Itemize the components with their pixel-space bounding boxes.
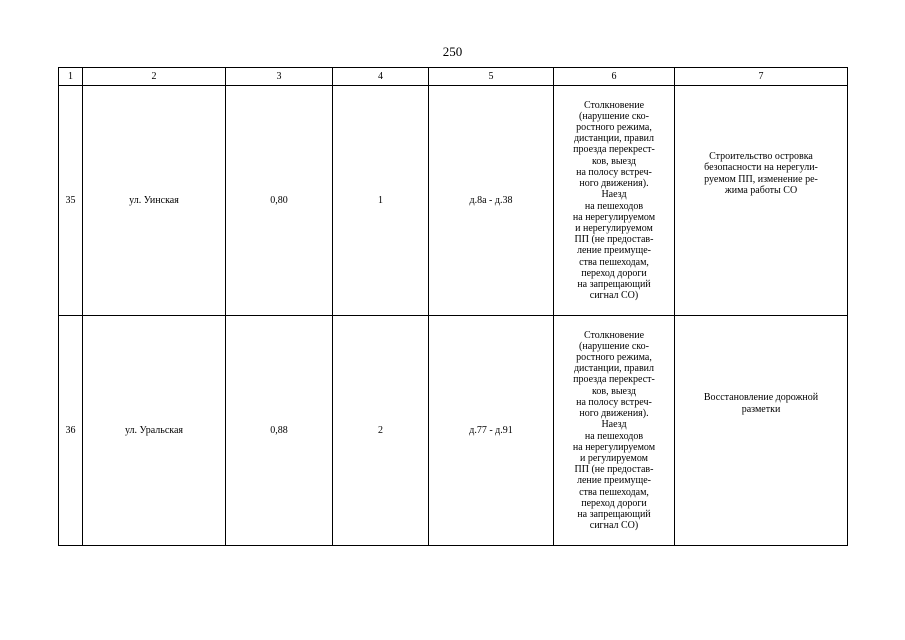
description-line: (нарушение ско- (579, 340, 649, 352)
accident-count: 2 (333, 316, 429, 546)
accident-count: 1 (333, 86, 429, 316)
header-cell-2: 2 (83, 68, 226, 86)
description-line: (нарушение ско- (579, 110, 649, 122)
description-line: ства пешеходам, (579, 486, 649, 498)
section-length: 0,88 (226, 316, 333, 546)
description-line: дистанции, правил (573, 133, 655, 145)
description-line: ление преимуще- (576, 245, 651, 257)
description-line: Столкновение (583, 99, 645, 111)
description-line: и нерегулируемом (575, 222, 653, 234)
description-line: на пешеходов (584, 430, 644, 442)
measure-line: разметки (741, 403, 781, 415)
description-line: ростного режима, (576, 352, 652, 364)
description-line: ление преимуще- (576, 475, 651, 487)
header-cell-7: 7 (675, 68, 848, 86)
row-number: 35 (59, 86, 83, 316)
accident-description (554, 86, 675, 316)
accident-table (58, 67, 848, 546)
description-line: переход дороги (581, 267, 647, 279)
description-line: ков, выезд (592, 155, 636, 167)
description-line: проезда перекрест- (573, 374, 655, 386)
description-line: переход дороги (581, 497, 647, 509)
description-line: ства пешеходам, (579, 256, 649, 268)
measure-line: жима работы СО (724, 184, 798, 196)
description-line: ростного режима, (576, 122, 652, 134)
accident-description (554, 316, 675, 546)
description-line: Наезд (601, 419, 627, 431)
street-name: ул. Уинская (83, 86, 226, 316)
description-line: на нерегулируемом (572, 441, 656, 453)
description-line: и регулируемом (580, 452, 648, 464)
description-line: ПП (не предостав- (574, 234, 654, 246)
table-row (59, 86, 848, 316)
description-line: ПП (не предостав- (574, 464, 654, 476)
measure-line: Строительство островка (709, 151, 813, 163)
street-section: д.77 - д.91 (429, 316, 554, 546)
description-line: проезда перекрест- (573, 144, 655, 156)
description-line: ного движения). (579, 178, 649, 190)
header-cell-1: 1 (59, 68, 83, 86)
row-number: 36 (59, 316, 83, 546)
header-row (59, 68, 848, 86)
description-line: на запрещающий (577, 278, 651, 290)
description-line: на нерегулируемом (572, 211, 656, 223)
header-cell-6: 6 (554, 68, 675, 86)
description-line: Столкновение (583, 329, 645, 341)
measure-line: руемом ПП, изменение ре- (704, 173, 818, 185)
description-line: Наезд (601, 189, 627, 201)
description-line: сигнал СО) (589, 520, 639, 532)
header-cell-5: 5 (429, 68, 554, 86)
description-line: сигнал СО) (589, 290, 639, 302)
planned-measures (675, 86, 848, 316)
description-line: на полосу встреч- (576, 396, 652, 408)
description-line: ков, выезд (592, 385, 636, 397)
header-cell-3: 3 (226, 68, 333, 86)
measure-line: безопасности на нерегули- (704, 162, 818, 174)
description-line: на запрещающий (577, 508, 651, 520)
description-line: на полосу встреч- (576, 166, 652, 178)
street-name: ул. Уральская (83, 316, 226, 546)
street-section: д.8а - д.38 (429, 86, 554, 316)
table-row (59, 316, 848, 546)
page-number: 250 (442, 44, 463, 59)
description-line: дистанции, правил (573, 363, 655, 375)
header-cell-4: 4 (333, 68, 429, 86)
measure-line: Восстановление дорожной (703, 392, 819, 404)
section-length: 0,80 (226, 86, 333, 316)
description-line: на пешеходов (584, 200, 644, 212)
planned-measures (675, 316, 848, 546)
description-line: ного движения). (579, 408, 649, 420)
